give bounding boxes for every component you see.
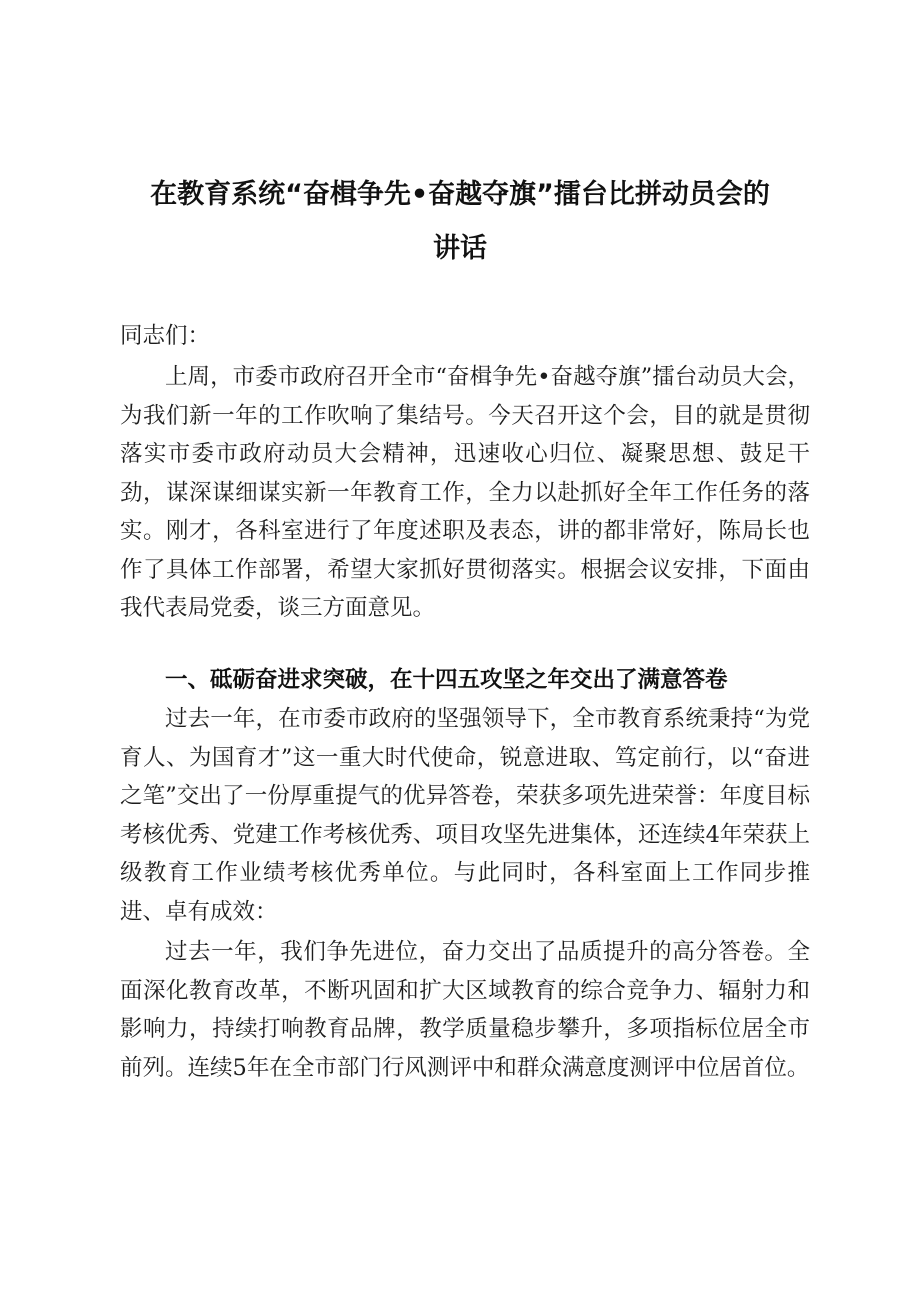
document-title-line-1: 在教育系统“奋楫争先•奋越夺旗”擂台比拼动员会的 [150,179,770,210]
section-heading-1: 一、砥砺奋进求突破，在十四五攻坚之年交出了满意答卷 [165,667,728,693]
salutation: 同志们： [120,323,211,349]
paragraph-intro: 上周，市委市政府召开全市“奋楫争先•奋越夺旗”擂台动员大会，为我们新一年的工作吹响了集结号。今天召开这个会，目的就是贯彻落实市委市政府动员大会精神，迅速收心归位、凝聚思想、鼓足干劲，谋深谋细谋实新一年教育工作，全力以赴抓好全年工作任务的落实。刚才，各科室进行了年度述职及表态，讲的都非常好，陈局长也作了具体工作部署，希望大家抓好贯彻落实。根据会议安排，下面由我代表局党委，谈三方面意见。 [120,364,810,621]
paragraph-quality: 过去一年，我们争先进位，奋力交出了品质提升的高分答卷。全面深化教育改革，不断巩固和扩大区域教育的综合竞争力、辐射力和影响力，持续打响教育品牌，教学质量稳步攀升，多项指标位居全市前列。连续5年在全市部门行风测评中和群众满意度测评中位居首位。 [120,939,810,1081]
paragraph-achievements: 过去一年，在市委市政府的坚强领导下，全市教育系统秉持“为党育人、为国育才”这一重大时代使命，锐意进取、笃定前行，以“奋进之笔”交出了一份厚重提气的优异答卷，荣获多项先进荣誉：年度目标考核优秀、党建工作考核优秀、项目攻坚先进集体，还连续4年荣获上级教育工作业绩考核优秀单位。与此同时，各科室面上工作同步推进、卓有成效： [120,706,810,925]
document-title-line-2: 讲话 [433,233,487,264]
